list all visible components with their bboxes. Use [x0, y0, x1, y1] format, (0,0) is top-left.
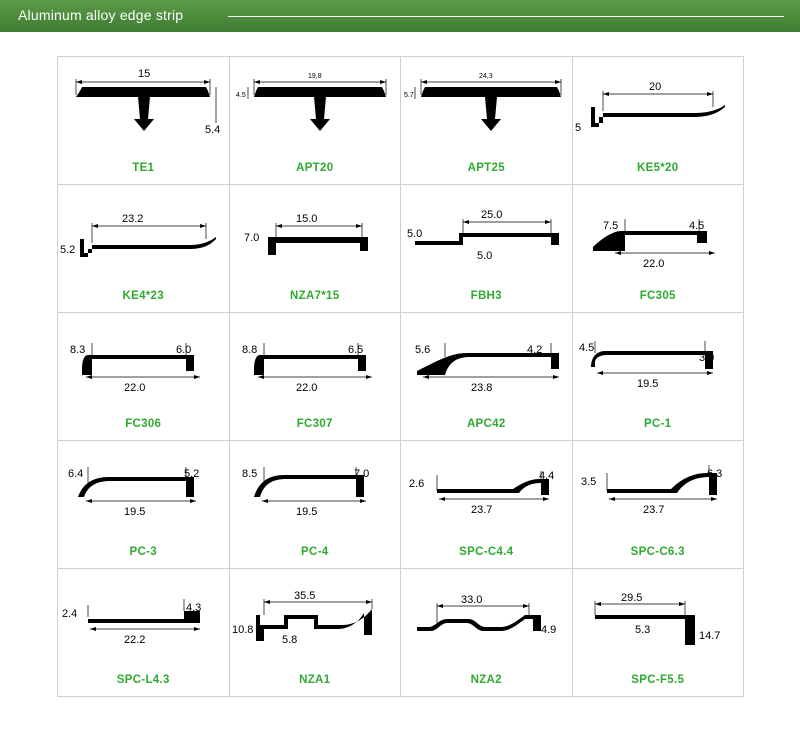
dimension-text: 4.3 [186, 602, 202, 614]
profile-cell[interactable] [573, 569, 745, 697]
dimension-text: 19.5 [124, 506, 146, 518]
dimension-text: 6.4 [68, 468, 84, 480]
dimension-text: 3.5 [580, 476, 596, 488]
dimension-text: 7.5 [602, 220, 618, 232]
dimension-text: 5.8 [281, 634, 297, 646]
dimension-text: 2.4 [62, 608, 78, 620]
dimension-text: 4.5 [578, 342, 594, 354]
profile-drawing-fc306 [58, 317, 229, 411]
dimension-text: 15 [138, 68, 151, 80]
profile-label: SPC-F5.5 [631, 674, 685, 686]
profile-cell[interactable] [401, 313, 573, 441]
profile-cell[interactable] [230, 185, 402, 313]
profile-cell[interactable] [230, 313, 402, 441]
profile-label: APT20 [296, 162, 334, 174]
dimension-text: 22.0 [124, 382, 146, 394]
dimension-text: 5.2 [60, 244, 76, 256]
profile-drawing-apc42 [401, 317, 572, 411]
profile-label: NZA2 [470, 674, 502, 686]
dimension-text: 8.5 [241, 468, 257, 480]
dimension-text: 6.0 [176, 344, 192, 356]
profile-cell[interactable] [58, 569, 230, 697]
dimension-text: 23.7 [471, 504, 493, 516]
profile-drawing-ke520 [573, 61, 744, 155]
profile-label: FC306 [125, 418, 162, 430]
dimension-text: 5 [574, 122, 581, 134]
dimension-text: 24,3 [479, 73, 493, 80]
profile-cell[interactable] [573, 57, 745, 185]
profile-cell[interactable] [573, 313, 745, 441]
profile-cell[interactable] [401, 569, 573, 697]
dimension-text: 22.0 [642, 258, 664, 270]
profile-drawing-nza2 [401, 573, 572, 667]
profile-drawing-apt20 [230, 61, 401, 155]
profile-cell[interactable] [401, 441, 573, 569]
profile-label: NZA1 [299, 674, 331, 686]
dimension-text: 5.3 [634, 624, 650, 636]
dimension-text: 23.8 [471, 382, 493, 394]
dimension-text: 23.7 [642, 504, 664, 516]
dimension-text: 2.6 [409, 478, 425, 490]
profile-drawing-spcc63 [573, 445, 744, 539]
profile-drawing-fc307 [230, 317, 401, 411]
profile-drawing-fbh3 [401, 189, 572, 283]
dimension-text: 5.6 [415, 344, 431, 356]
header-divider [228, 16, 784, 17]
profile-cell[interactable] [58, 57, 230, 185]
profile-label: APT25 [467, 162, 505, 174]
dimension-text: 10.8 [231, 624, 253, 636]
dimension-text: 6.5 [347, 344, 363, 356]
profile-label: SPC-C6.3 [630, 546, 685, 558]
profile-label: APC42 [466, 418, 506, 430]
dimension-text: 14.7 [698, 630, 720, 642]
profile-cell[interactable] [58, 441, 230, 569]
dimension-text: 4.5 [235, 92, 246, 99]
dimension-text: 8.8 [241, 344, 257, 356]
profile-label: PC-3 [129, 546, 157, 558]
profile-cell[interactable] [230, 57, 402, 185]
profile-cell[interactable] [573, 185, 745, 313]
dimension-text: 22.2 [124, 634, 146, 646]
profile-drawing-pc3 [58, 445, 229, 539]
profile-drawing-spcc44 [401, 445, 572, 539]
dimension-text: 19.5 [295, 506, 317, 518]
page-title: Aluminum alloy edge strip [18, 7, 184, 23]
profile-drawing-pc1 [573, 317, 744, 411]
dimension-text: 7.0 [243, 232, 259, 244]
dimension-text: 4.4 [539, 470, 555, 482]
profile-label: FBH3 [470, 290, 502, 302]
dimension-text: 19.5 [636, 378, 658, 390]
dimension-text: 4.9 [541, 624, 557, 636]
dimension-text: 8.3 [70, 344, 86, 356]
profile-label: PC-1 [644, 418, 672, 430]
dimension-text: 5.0 [407, 228, 423, 240]
dimension-text: 35.5 [293, 590, 315, 602]
dimension-text: 6.3 [706, 468, 722, 480]
profile-label: KE5*20 [637, 162, 679, 174]
header-banner [0, 0, 800, 32]
profile-drawing-spcl43 [58, 573, 229, 667]
dimension-text: 19,8 [307, 73, 322, 80]
dimension-text: 25.0 [481, 209, 503, 221]
profile-cell[interactable] [58, 185, 230, 313]
dimension-text: 5.7 [404, 92, 414, 99]
profile-drawing-nza1 [230, 573, 401, 667]
dimension-text: 22.0 [295, 382, 317, 394]
profile-drawing-ke423 [58, 189, 229, 283]
dimension-text: 29.5 [620, 592, 642, 604]
profile-label: SPC-C4.4 [459, 546, 514, 558]
profile-cell[interactable] [230, 441, 402, 569]
profile-cell[interactable] [573, 441, 745, 569]
dimension-text: 15.0 [295, 213, 317, 225]
dimension-text: 4.5 [688, 220, 704, 232]
dimension-text: 20 [648, 81, 661, 93]
profile-cell[interactable] [58, 313, 230, 441]
profile-cell[interactable] [401, 185, 573, 313]
profile-label: FC305 [639, 290, 676, 302]
profile-drawing-pc4 [230, 445, 401, 539]
profile-label: SPC-L4.3 [116, 674, 170, 686]
profile-drawing-nza715 [230, 189, 401, 283]
profile-drawing-te1 [58, 61, 229, 155]
dimension-text: 5.4 [205, 124, 221, 136]
profile-cell[interactable] [230, 569, 402, 697]
dimension-text: 5.0 [477, 250, 493, 262]
profile-label: KE4*23 [122, 290, 164, 302]
dimension-text: 23.2 [122, 213, 144, 225]
profile-grid [57, 56, 744, 697]
profile-cell[interactable] [401, 57, 573, 185]
profile-label: FC307 [296, 418, 333, 430]
profile-drawing-fc305 [573, 189, 744, 283]
dimension-text: 7.0 [353, 468, 369, 480]
profile-drawing-spcf55 [573, 573, 744, 667]
profile-label: TE1 [132, 162, 155, 174]
profile-drawing-apt25 [401, 61, 572, 155]
dimension-text: 4.2 [527, 344, 543, 356]
dimension-text: 3.0 [698, 352, 714, 364]
dimension-text: 33.0 [461, 594, 483, 606]
dimension-text: 5.2 [184, 468, 200, 480]
profile-label: NZA7*15 [290, 290, 340, 302]
profile-label: PC-4 [301, 546, 329, 558]
